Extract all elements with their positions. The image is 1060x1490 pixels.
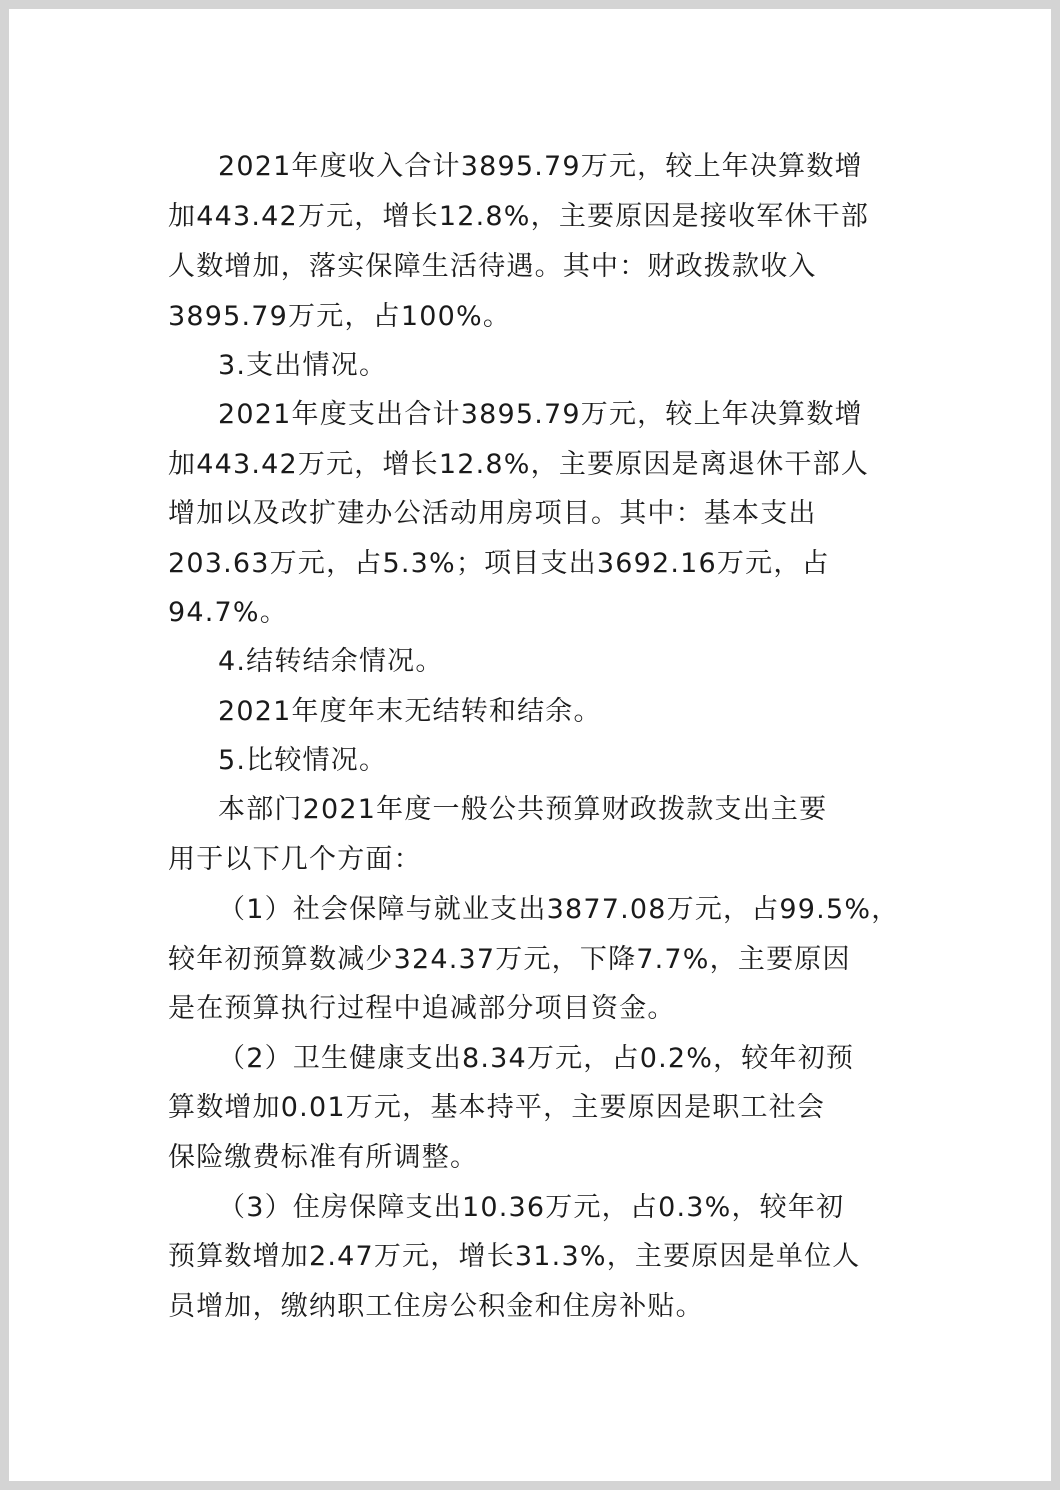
list-item: （1）社会保障与就业支出3877.08万元，占99.5%， bbox=[218, 894, 900, 925]
text-line: 加443.42万元，增长12.8%，主要原因是离退休干部人 bbox=[168, 449, 870, 480]
text-line: 增加以及改扩建办公活动用房项目。其中：基本支出 bbox=[168, 498, 817, 529]
text-line: 3895.79万元，占100%。 bbox=[168, 301, 512, 332]
text-line: 本部门2021年度一般公共预算财政拨款支出主要 bbox=[218, 794, 828, 825]
section-heading: 4.结转结余情况。 bbox=[218, 646, 444, 677]
text-line: 保险缴费标准有所调整。 bbox=[168, 1142, 479, 1173]
text-line: 2021年度年末无结转和结余。 bbox=[218, 696, 602, 727]
text-line: 预算数增加2.47万元，增长31.3%，主要原因是单位人 bbox=[168, 1241, 861, 1272]
text-line: 用于以下几个方面： bbox=[168, 844, 422, 875]
list-item: （2）卫生健康支出8.34万元，占0.2%，较年初预 bbox=[218, 1043, 855, 1074]
text-line: 203.63万元，占5.3%；项目支出3692.16万元，占 bbox=[168, 548, 830, 579]
document-page bbox=[9, 9, 1051, 1481]
text-line: 算数增加0.01万元，基本持平，主要原因是职工社会 bbox=[168, 1092, 826, 1123]
text-line: 人数增加，落实保障生活待遇。其中：财政拨款收入 bbox=[168, 251, 817, 282]
section-heading: 5.比较情况。 bbox=[218, 745, 388, 776]
section-heading: 3.支出情况。 bbox=[218, 350, 388, 381]
text-line: 2021年度支出合计3895.79万元，较上年决算数增 bbox=[218, 399, 863, 430]
text-line: 94.7%。 bbox=[168, 597, 288, 628]
text-line: 2021年度收入合计3895.79万元，较上年决算数增 bbox=[218, 151, 863, 182]
text-line: 较年初预算数减少324.37万元，下降7.7%，主要原因 bbox=[168, 944, 851, 975]
text-line: 员增加，缴纳职工住房公积金和住房补贴。 bbox=[168, 1291, 704, 1322]
text-line: 加443.42万元，增长12.8%，主要原因是接收军休干部 bbox=[168, 201, 870, 232]
list-item: （3）住房保障支出10.36万元，占0.3%，较年初 bbox=[218, 1192, 845, 1223]
text-line: 是在预算执行过程中追减部分项目资金。 bbox=[168, 993, 676, 1024]
